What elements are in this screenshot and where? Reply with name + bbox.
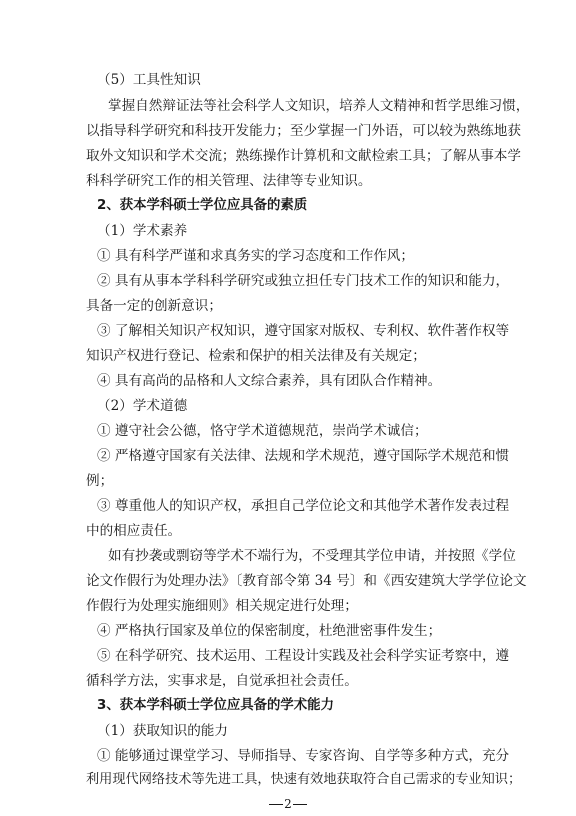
list-item-continuation: 利用现代网络技术等先进工具，快速有效地获取符合自己需求的专业知识；: [86, 772, 522, 787]
list-item: ② 具有从事本学科科学研究或独立担任专门技术工作的知识和能力，: [97, 273, 510, 289]
list-item-continuation: 具备一定的创新意识；: [86, 298, 222, 314]
list-item: ⑤ 在科学研究、技术运用、工程设计实践及社会科学实证考察中，遵: [97, 648, 510, 664]
paragraph-line: 掌握自然辩证法等社会科学人文知识，培养人文精神和哲学思维习惯，: [108, 98, 530, 114]
list-item: ① 能够通过课堂学习、导师指导、专家咨询、自学等多种方式，充分: [97, 748, 510, 764]
subsection-heading-tool-knowledge: （5）工具性知识: [97, 72, 201, 88]
subsection-heading-academic-literacy: （1）学术素养: [97, 223, 188, 239]
section-heading-qualities: 2、获本学科硕士学位应具备的素质: [97, 198, 308, 213]
section-heading-academic-abilities: 3、获本学科硕士学位应具备的学术能力: [97, 698, 334, 713]
list-item: ① 遵守社会公德，恪守学术道德规范，崇尚学术诚信；: [97, 423, 428, 439]
paragraph-line: 作假行为处理实施细则》相关规定进行处理；: [86, 598, 358, 614]
paragraph-line: 如有抄袭或剽窃等学术不端行为，不受理其学位申请，并按照《学位: [108, 548, 516, 564]
list-item-continuation: 中的相应责任。: [86, 523, 182, 539]
paragraph-line: 以指导科学研究和科技开发能力；至少掌握一门外语，可以较为熟练地获: [86, 123, 521, 139]
list-item: ④ 严格执行国家及单位的保密制度，杜绝泄密事件发生；: [97, 623, 442, 639]
footer-dash-left: [269, 804, 283, 805]
list-item-continuation: 知识产权进行登记、检索和保护的相关法律及有关规定；: [86, 348, 426, 364]
list-item: ③ 尊重他人的知识产权，承担自己学位论文和其他学术著作发表过程: [97, 498, 510, 514]
list-item-continuation: 例；: [86, 473, 114, 489]
list-item: ① 具有科学严谨和求真务实的学习态度和工作作风；: [97, 248, 414, 264]
subsection-heading-academic-ethics: （2）学术道德: [97, 398, 188, 414]
list-item: ② 严格遵守国家有关法律、法规和学术规范，遵守国际学术规范和惯: [97, 448, 510, 464]
subsection-heading-knowledge-acquisition: （1）获取知识的能力: [97, 723, 228, 739]
list-item: ③ 了解相关知识产权知识，遵守国家对版权、专利权、软件著作权等: [97, 323, 510, 339]
page-footer: [0, 797, 576, 811]
footer-dash-right: [293, 804, 307, 805]
paragraph-line: 科科学研究工作的相关管理、法律等专业知识。: [86, 173, 372, 189]
paragraph-line: 论文作假行为处理办法》〔教育部令第 34 号〕和《西安建筑大学学位论文: [86, 573, 527, 589]
page-number: 2: [284, 797, 292, 811]
paragraph-line: 取外文知识和学术交流；熟练操作计算机和文献检索工具；了解从事本学: [86, 148, 521, 164]
list-item-continuation: 循科学方法，实事求是，自觉承担社会责任。: [86, 673, 358, 689]
list-item: ④ 具有高尚的品格和人文综合素养，具有团队合作精神。: [97, 373, 442, 389]
